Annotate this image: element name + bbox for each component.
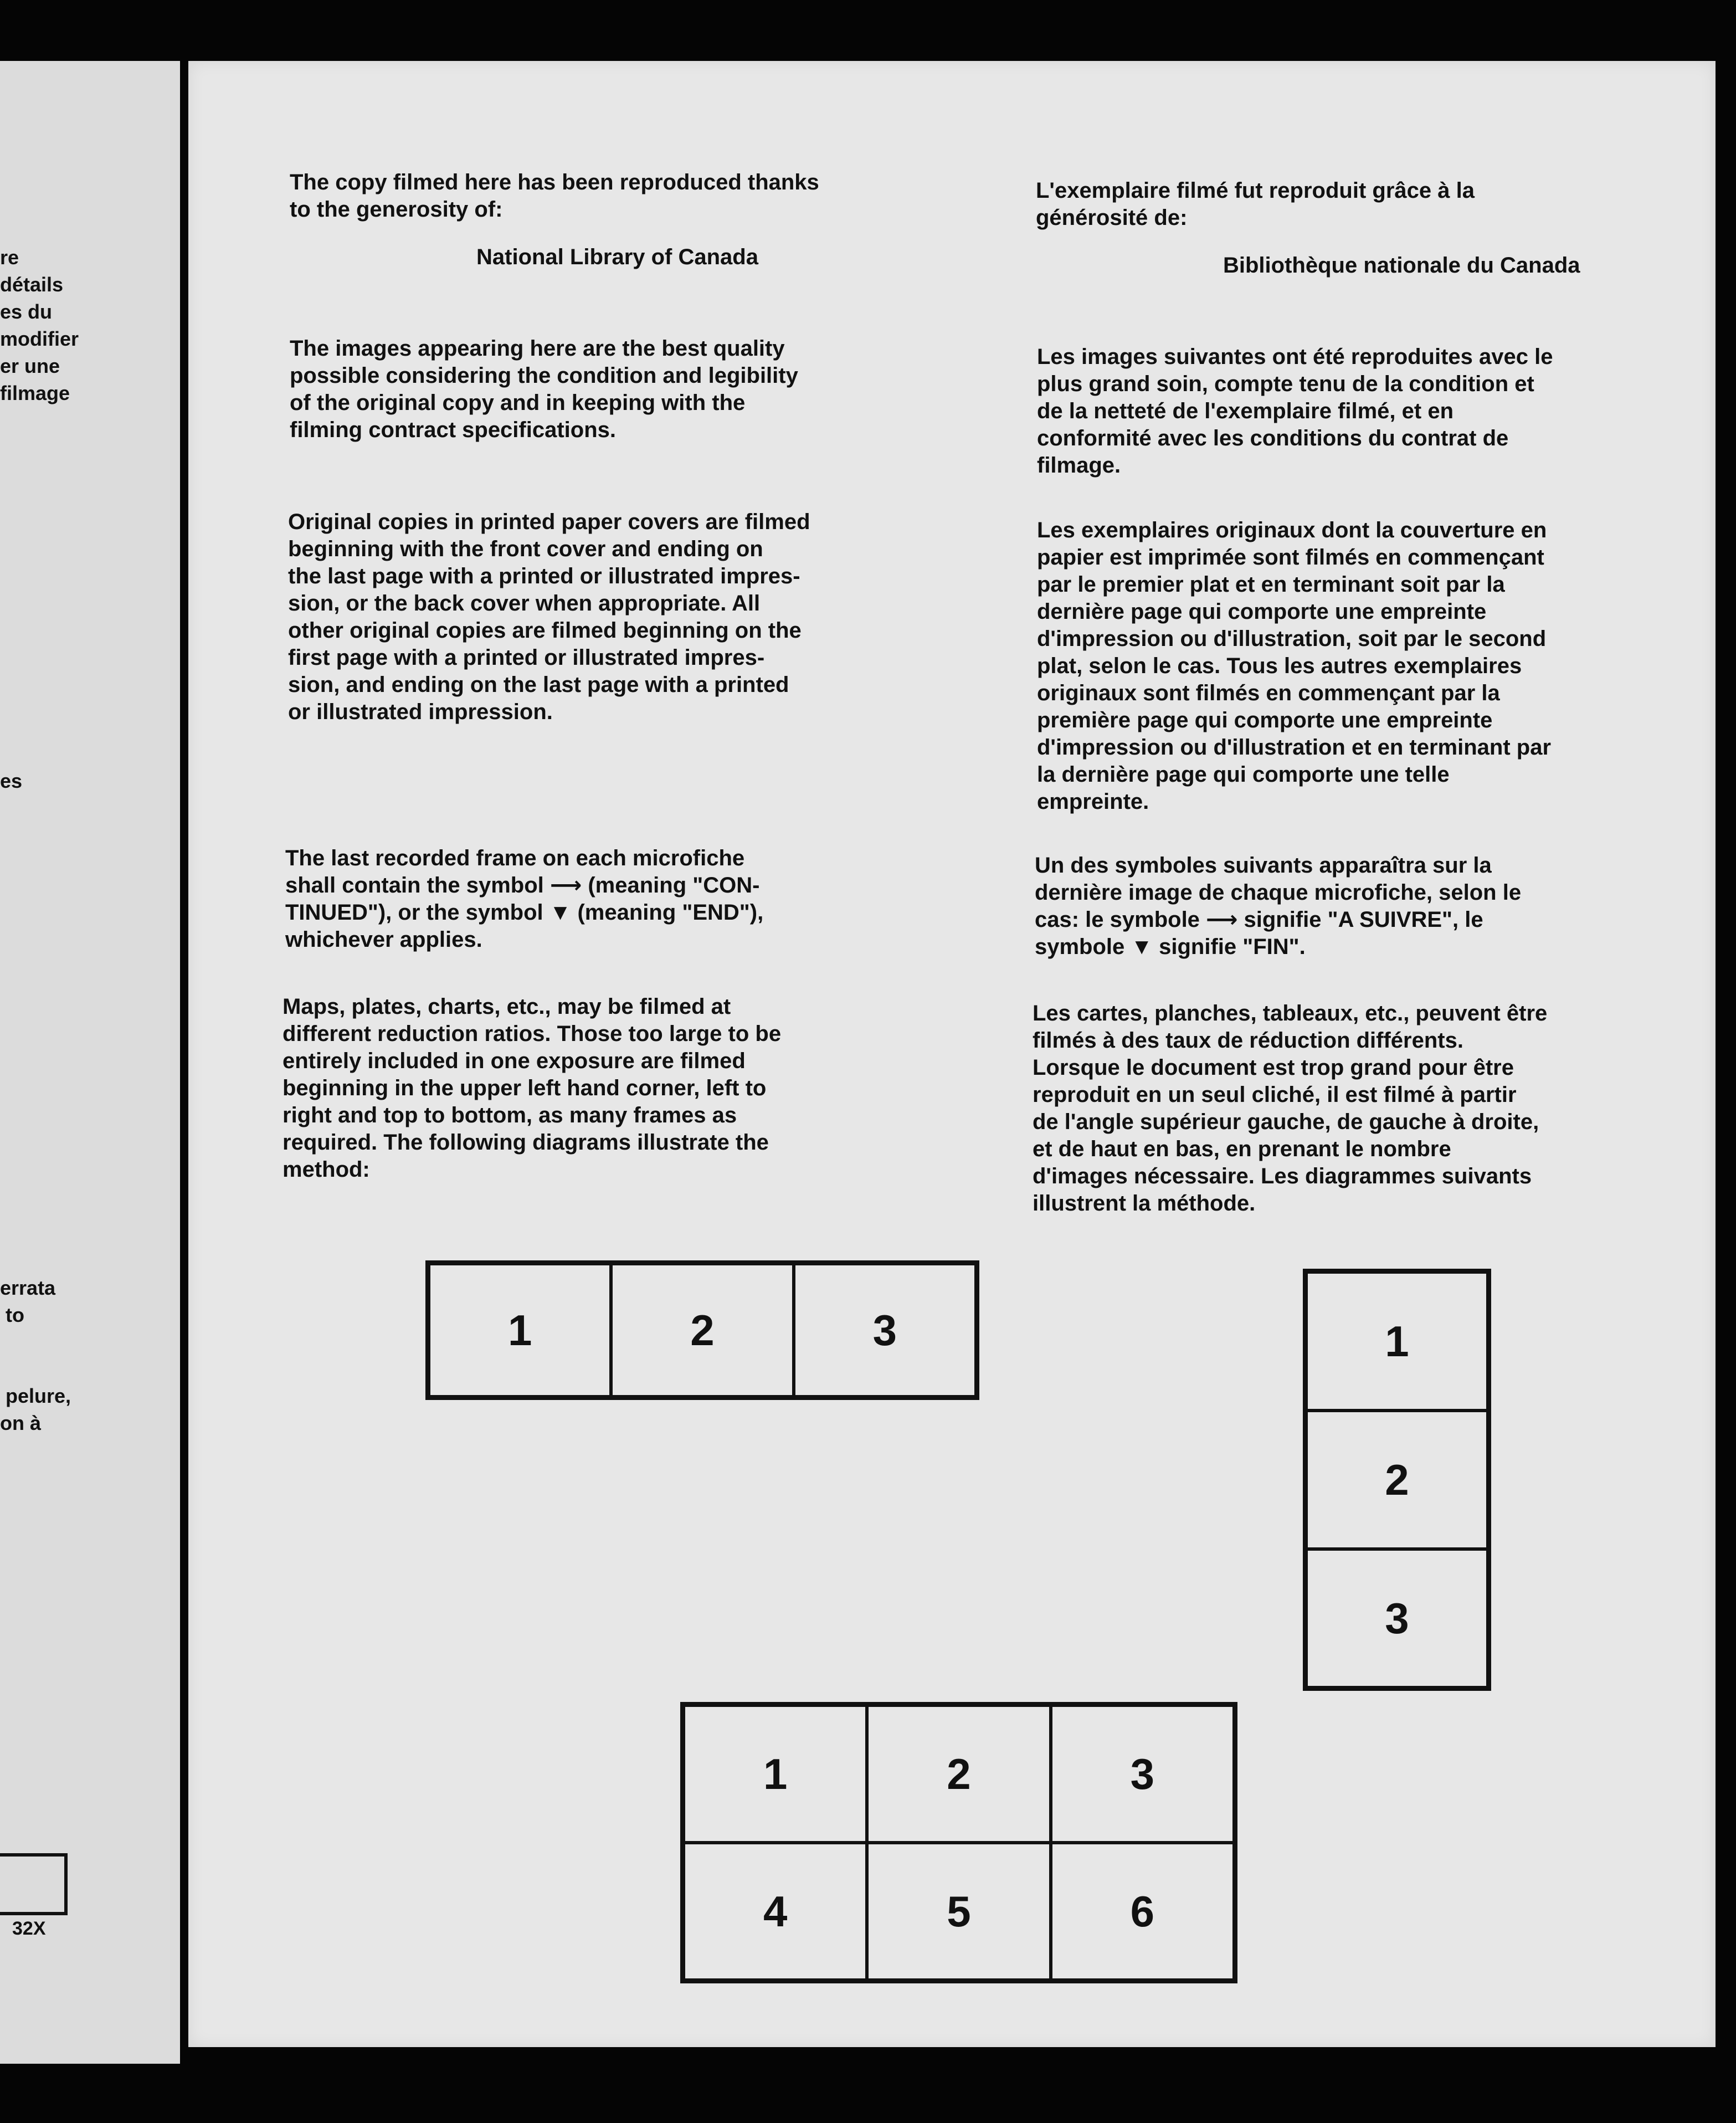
left-fragment: re bbox=[0, 246, 19, 269]
diagram-horizontal bbox=[425, 1260, 979, 1400]
left-fragment: on à bbox=[0, 1412, 42, 1434]
fr-institution-name: Bibliothèque nationale du Canada bbox=[1223, 253, 1580, 278]
fr-covers-paragraph: Les exemplaires originaux dont la couverture en papier est imprimée sont filmés en commençant par le premier plat et en terminant soit par la dernière page qui comporte une empreinte d'impression ou d'illustration, soit par le second plat, selon le cas. Tous les autres exemplaires originaux sont filmés en commençant par la première page qui comporte une empreinte d'impression ou d'illustration et en terminant par la dernière page qui comporte une telle empreinte. bbox=[1037, 518, 1552, 814]
diagram-cell: 3 bbox=[1051, 1705, 1234, 1843]
diagram-cell: 1 bbox=[429, 1264, 611, 1397]
left-fragment: filmage bbox=[0, 382, 70, 404]
diagram-grid bbox=[680, 1702, 1237, 1983]
left-fragment: er une bbox=[0, 355, 60, 377]
en-covers-paragraph: Original copies in printed paper covers are filmed beginning with the front cover and ending on the last page with a printed or illustrated impres- sion, or the back cover when appropriate. All other original copies are filmed beginning on the first page with a printed or illustrated impres- sion, and ending on the last page with a printed or illustrated impression. bbox=[288, 510, 810, 724]
en-acknowledgement: The copy filmed here has been reproduced thanks to the generosity of: bbox=[290, 170, 819, 222]
en-symbols-paragraph: The last recorded frame on each microfiche shall contain the symbol ⟶ (meaning "CON- TINUED"), or the symbol ▼ (meaning "END"), whichever applies. bbox=[285, 846, 764, 952]
fr-maps-paragraph: Les cartes, planches, tableaux, etc., peuvent être filmés à des taux de réduction différents. Lorsque le document est trop grand pour être reproduit en un seul cliché, il est filmé à partir de l'angle supérieur gauche, de gauche à droite, et de haut en bas, en prenant le nombre d'images nécessaire. Les diagrammes suivants illustrent la méthode. bbox=[1033, 1001, 1548, 1216]
en-institution-name: National Library of Canada bbox=[476, 245, 758, 269]
diagram-vertical bbox=[1303, 1269, 1491, 1691]
en-maps-paragraph: Maps, plates, charts, etc., may be filmed at different reduction ratios. Those too large to be entirely included in one exposure are filmed beginning in the upper left hand corner, left to right and top to bottom, as many frames as required. The following diagrams illustrate the method: bbox=[283, 994, 782, 1182]
diagram-cell: 3 bbox=[794, 1264, 976, 1397]
left-fragment: détails bbox=[0, 273, 64, 296]
left-adjacent-sheet bbox=[0, 61, 180, 2064]
en-quality-paragraph: The images appearing here are the best quality possible considering the condition and legibility of the original copy and in keeping with the filming contract specifications. bbox=[290, 336, 798, 442]
diagram-cell: 3 bbox=[1306, 1549, 1488, 1688]
diagram-cell: 6 bbox=[1051, 1843, 1234, 1980]
left-fragment: modifier bbox=[0, 327, 79, 350]
reduction-strip-box bbox=[0, 1853, 68, 1915]
diagram-cell: 2 bbox=[1306, 1411, 1488, 1549]
main-sheet bbox=[188, 61, 1716, 2047]
left-fragment: es bbox=[0, 770, 23, 792]
left-fragment: es du bbox=[0, 300, 53, 323]
fr-symbols-paragraph: Un des symboles suivants apparaîtra sur la dernière image de chaque microfiche, selon le cas: le symbole ⟶ signifie "A SUIVRE", le symbole ▼ signifie "FIN". bbox=[1035, 853, 1522, 959]
left-fragment: pelure, bbox=[0, 1384, 71, 1407]
diagram-cell: 4 bbox=[684, 1843, 867, 1980]
diagram-cell: 2 bbox=[867, 1705, 1050, 1843]
fr-acknowledgement: L'exemplaire filmé fut reproduit grâce à la générosité de: bbox=[1036, 178, 1475, 230]
fr-quality-paragraph: Les images suivantes ont été reproduites avec le plus grand soin, compte tenu de la condition et de la netteté de l'exemplaire filmé, et en conformité avec les conditions du contrat de filmage. bbox=[1037, 345, 1553, 478]
reduction-strip-label: 32X bbox=[12, 1918, 46, 1939]
left-fragment: to bbox=[0, 1304, 24, 1326]
diagram-cell: 1 bbox=[684, 1705, 867, 1843]
diagram-cell: 1 bbox=[1306, 1272, 1488, 1411]
left-fragment: errata bbox=[0, 1276, 56, 1299]
diagram-cell: 5 bbox=[867, 1843, 1050, 1980]
diagram-cell: 2 bbox=[611, 1264, 793, 1397]
